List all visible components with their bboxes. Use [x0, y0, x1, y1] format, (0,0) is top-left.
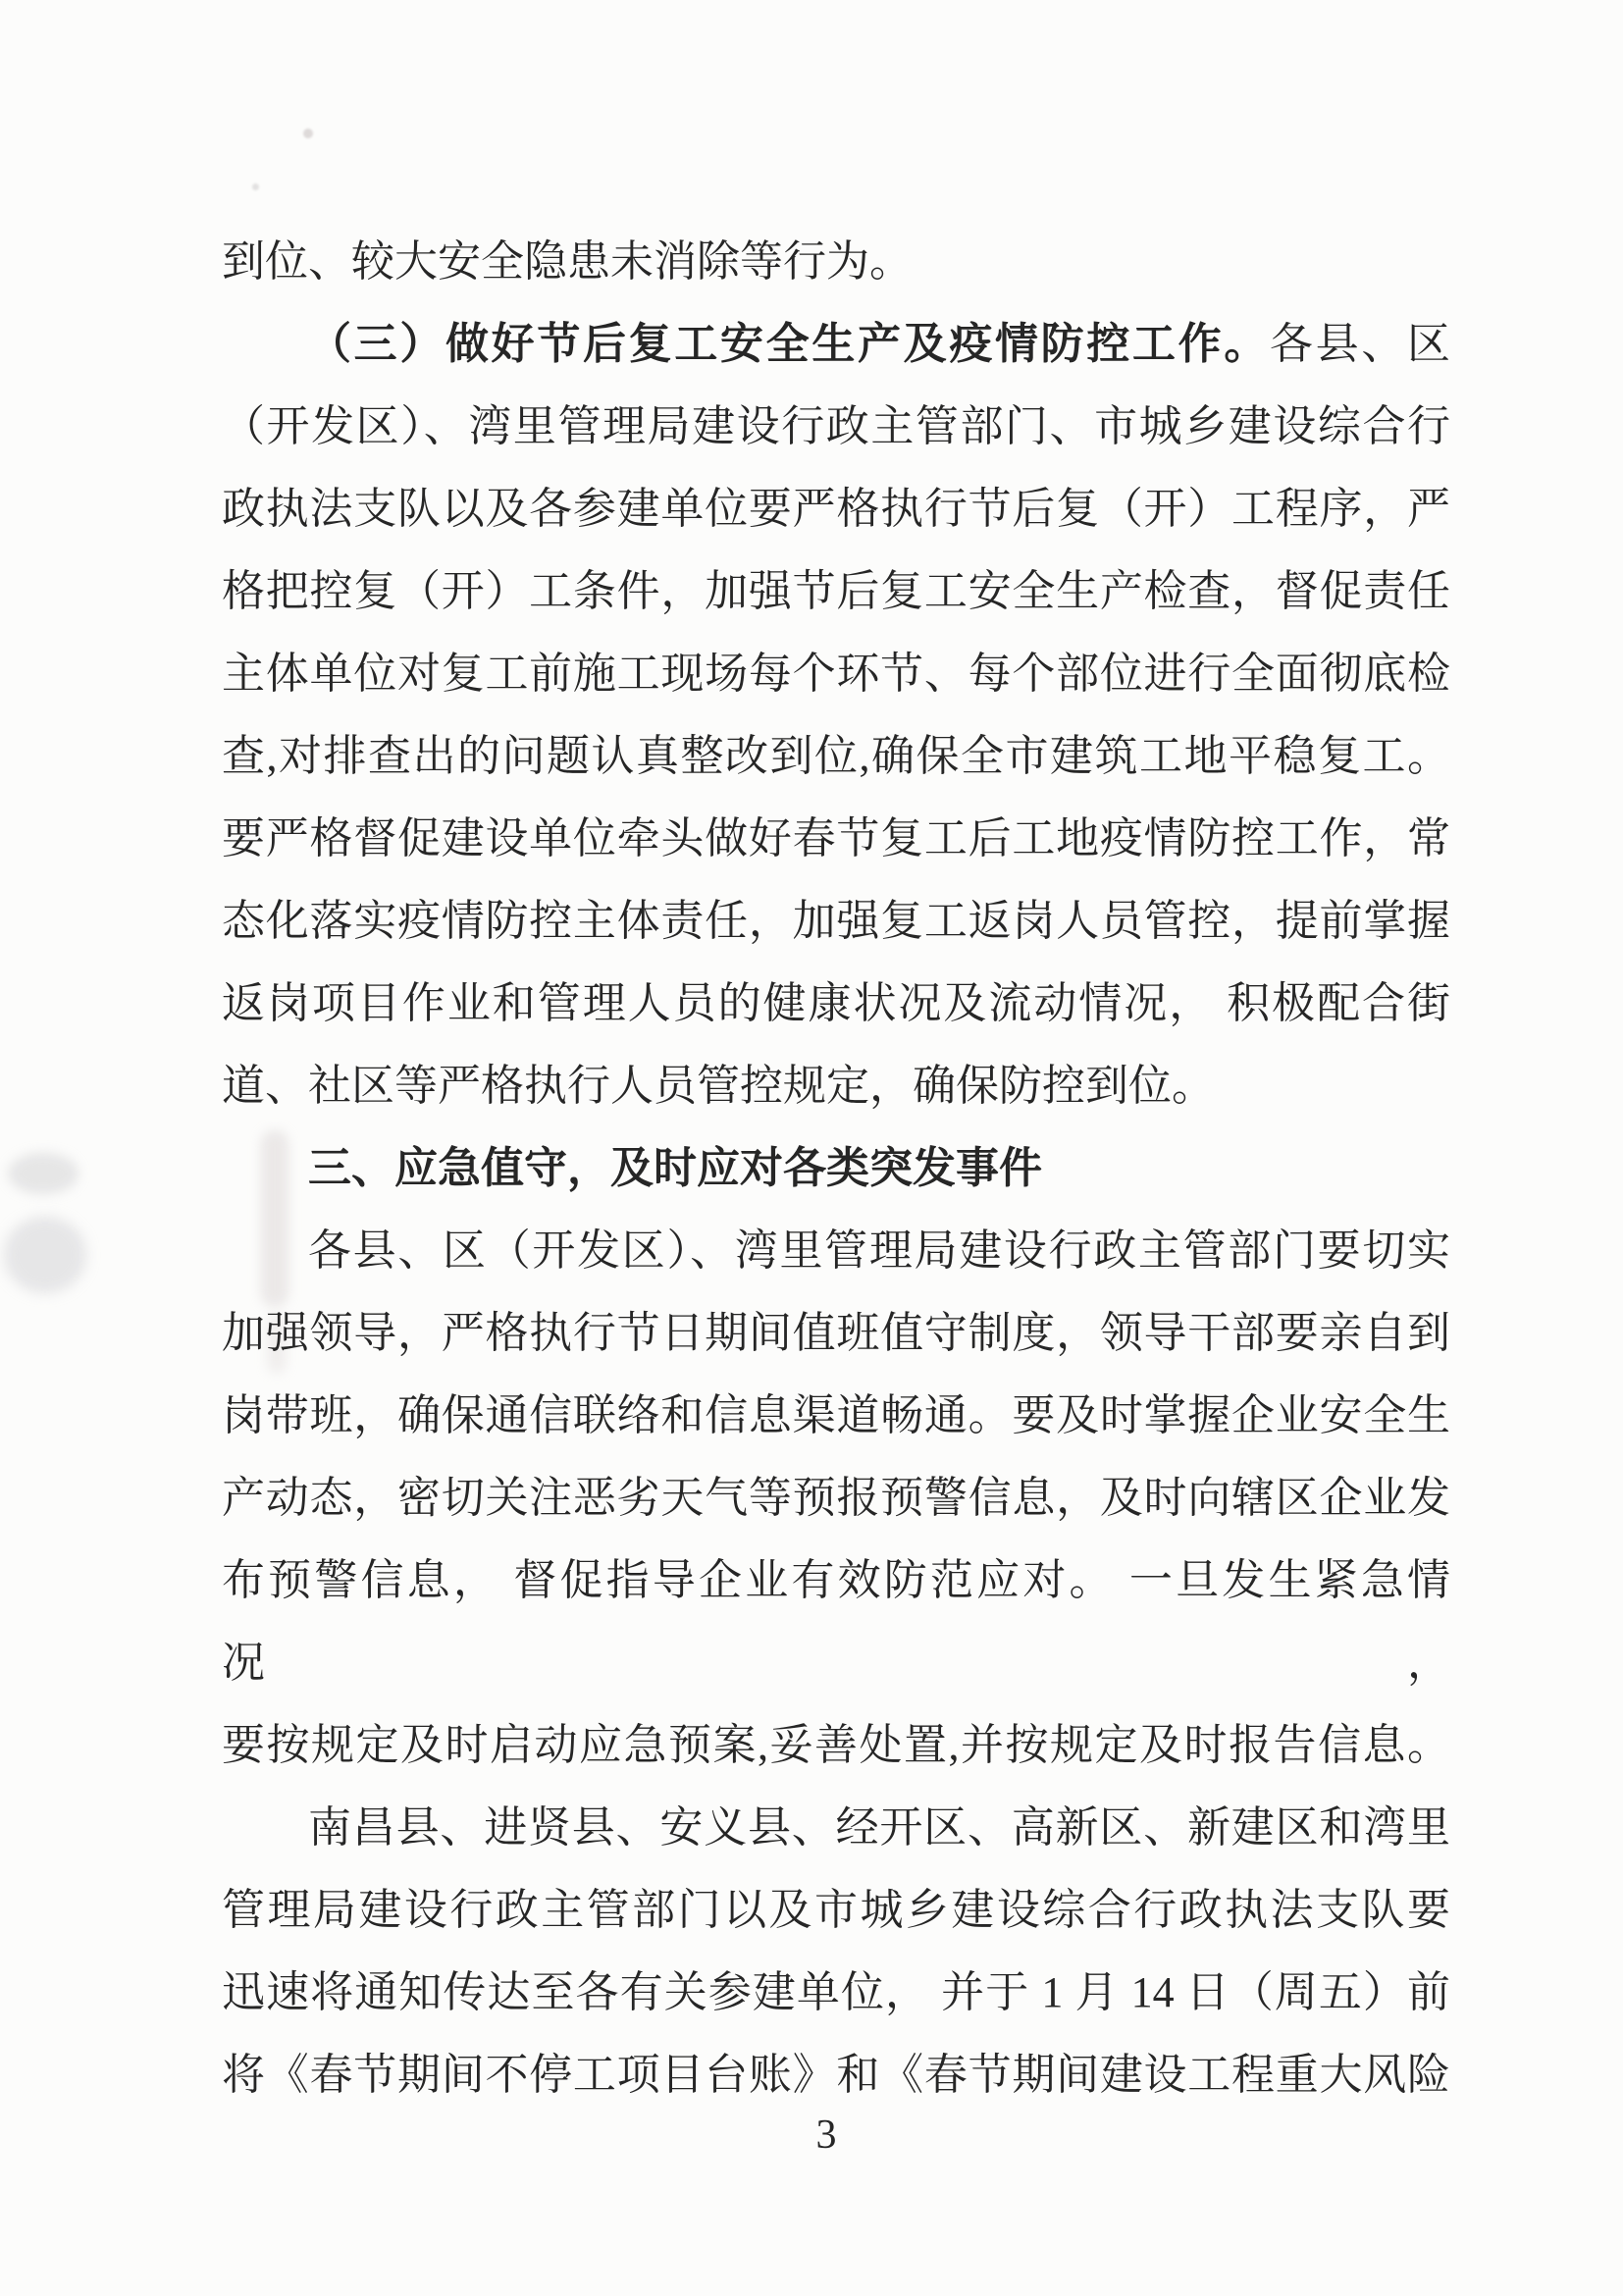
text-segment: 要按规定及时启动应急预案,妥善处置,并按规定及时报告信息。 — [222, 1721, 1450, 1769]
text-line — [222, 468, 1450, 550]
text-segment: 南昌县、进贤县、安义县、经开区、高新区、新建区和湾里 — [308, 1803, 1450, 1852]
text-line — [222, 880, 1450, 963]
text-segment: 各县、区（开发区）、湾里管理局建设行政主管部门要切实 — [308, 1226, 1450, 1275]
text-line — [222, 2034, 1450, 2116]
text-line — [222, 1787, 1450, 1869]
scan-speck — [303, 129, 313, 138]
scan-smudge — [8, 1153, 79, 1194]
text-segment: 布预警信息， 督促指导企业有效防范应对。 一旦发生紧急情况， — [222, 1556, 1450, 1687]
text-segment: 返岗项目作业和管理人员的健康状况及流动情况， 积极配合街 — [222, 979, 1450, 1027]
text-segment: 管理局建设行政主管部门以及市城乡建设综合行政执法支队要 — [222, 1886, 1450, 1934]
text-segment: 岗带班，确保通信联络和信息渠道畅通。要及时掌握企业安全生 — [222, 1391, 1450, 1439]
text-line — [222, 715, 1450, 798]
text-segment: 要严格督促建设单位牵头做好春节复工后工地疫情防控工作，常 — [222, 814, 1450, 862]
text-segment: 态化落实疫情防控主体责任，加强复工返岗人员管控，提前掌握 — [222, 897, 1450, 945]
text-segment: 道、社区等严格执行人员管控规定，确保防控到位。 — [222, 1062, 1215, 1110]
text-segment: 三、应急值守，及时应对各类突发事件 — [308, 1144, 1042, 1192]
text-line — [222, 1210, 1450, 1292]
scan-smudge — [4, 1217, 86, 1293]
text-line — [222, 1952, 1450, 2034]
text-segment: 政执法支队以及各参建单位要严格执行节后复（开）工程序，严 — [222, 485, 1450, 533]
text-block — [222, 221, 1450, 2116]
text-line — [222, 963, 1450, 1045]
text-segment: 查,对排查出的问题认真整改到位,确保全市建筑工地平稳复工。 — [222, 732, 1450, 780]
text-line — [222, 1375, 1450, 1457]
text-line — [222, 1457, 1450, 1539]
text-segment: （三）做好节后复工安全生产及疫情防控工作。 — [308, 320, 1270, 368]
scan-speck — [252, 183, 259, 190]
text-line — [222, 1539, 1450, 1704]
text-segment: 迅速将通知传达至各有关参建单位， 并于 1 月 14 日（周五）前 — [222, 1968, 1450, 2016]
text-segment: 到位、较大安全隐患未消除等行为。 — [222, 237, 913, 286]
text-segment: 主体单位对复工前施工现场每个环节、每个部位进行全面彻底检 — [222, 650, 1450, 698]
text-line — [222, 550, 1450, 633]
text-line — [222, 633, 1450, 715]
page-number: 3 — [815, 2113, 837, 2158]
text-line — [222, 1704, 1450, 1787]
text-line — [222, 303, 1450, 386]
text-segment: 产动态，密切关注恶劣天气等预报预警信息，及时向辖区企业发 — [222, 1474, 1450, 1522]
text-line — [222, 1292, 1450, 1375]
text-segment: 格把控复（开）工条件，加强节后复工安全生产检查，督促责任 — [222, 567, 1450, 615]
text-line — [222, 386, 1450, 468]
text-line — [222, 1127, 1450, 1210]
text-segment: 加强领导，严格执行节日期间值班值守制度，领导干部要亲自到 — [222, 1309, 1450, 1357]
text-segment: 将《春节期间不停工项目台账》和《春节期间建设工程重大风险 — [222, 2051, 1450, 2099]
text-segment: （开发区）、湾里管理局建设行政主管部门、市城乡建设综合行 — [222, 402, 1450, 450]
text-segment: 各县、区 — [1270, 320, 1450, 368]
text-line — [222, 221, 1450, 303]
text-line — [222, 798, 1450, 880]
text-line — [222, 1045, 1450, 1127]
text-line — [222, 1869, 1450, 1952]
